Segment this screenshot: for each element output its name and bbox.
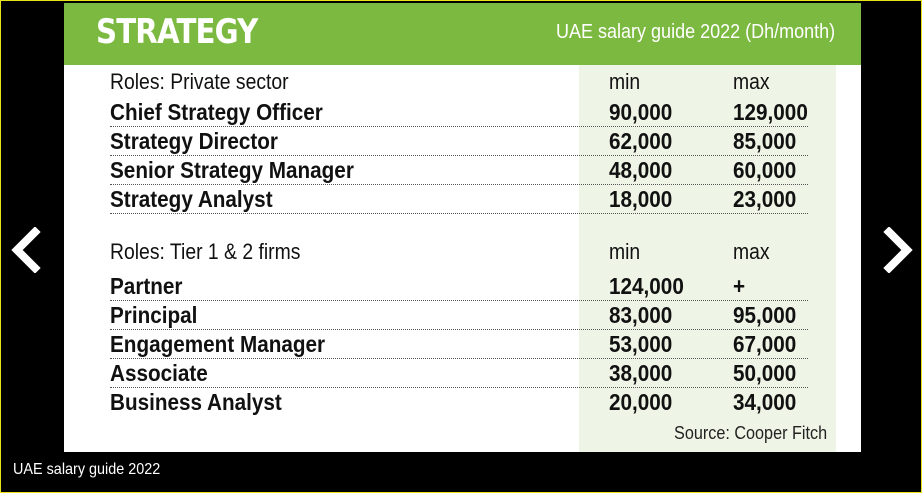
section-heading: Roles: Private sector [110,69,289,94]
min-column-label: min [609,69,641,94]
image-caption: UAE salary guide 2022 [13,461,161,478]
next-button[interactable] [881,227,915,273]
table-row [110,186,808,214]
min-salary: 53,000 [609,331,673,357]
min-salary: 83,000 [609,302,673,328]
max-salary: 60,000 [733,157,797,183]
table-header [64,3,861,65]
table-row [110,389,808,416]
max-salary: 67,000 [733,331,797,357]
max-column-label: max [733,239,770,264]
previous-button[interactable] [9,227,43,273]
chevron-right-icon [881,227,915,273]
min-salary: 18,000 [609,186,673,212]
max-salary: 50,000 [733,360,797,386]
min-salary: 38,000 [609,360,673,386]
min-salary: 62,000 [609,128,673,154]
table-row [110,157,808,185]
max-salary: 129,000 [733,99,808,125]
role-name: Associate [110,360,208,386]
table-row [110,128,808,156]
min-salary: 124,000 [609,273,684,299]
table-row [110,273,808,301]
table-row [110,302,808,330]
role-name: Chief Strategy Officer [110,99,323,125]
max-salary: 85,000 [733,128,797,154]
max-salary: 95,000 [733,302,797,328]
min-salary: 20,000 [609,389,673,415]
table-row [110,99,808,127]
role-name: Partner [110,273,183,299]
table-row [110,331,808,359]
chevron-left-icon [9,227,43,273]
table-title: STRATEGY [96,12,258,52]
table-row [110,360,808,388]
role-name: Principal [110,302,198,328]
role-name: Strategy Analyst [110,186,273,212]
section-heading: Roles: Tier 1 & 2 firms [110,239,301,264]
tier-firms-heading-row [110,239,808,266]
min-salary: 90,000 [609,99,673,125]
private-sector-heading-row [110,69,808,96]
table-subtitle: UAE salary guide 2022 (Dh/month) [555,21,835,43]
max-salary: 23,000 [733,186,797,212]
min-salary: 48,000 [609,157,673,183]
min-column-label: min [609,239,641,264]
max-salary: 34,000 [733,389,797,415]
salary-table-image [64,3,861,452]
max-salary: + [733,273,746,299]
role-name: Engagement Manager [110,331,326,357]
source-note: Source: Cooper Fitch [673,423,827,443]
role-name: Senior Strategy Manager [110,157,354,183]
role-name: Strategy Director [110,128,278,154]
max-column-label: max [733,69,770,94]
role-name: Business Analyst [110,389,282,415]
